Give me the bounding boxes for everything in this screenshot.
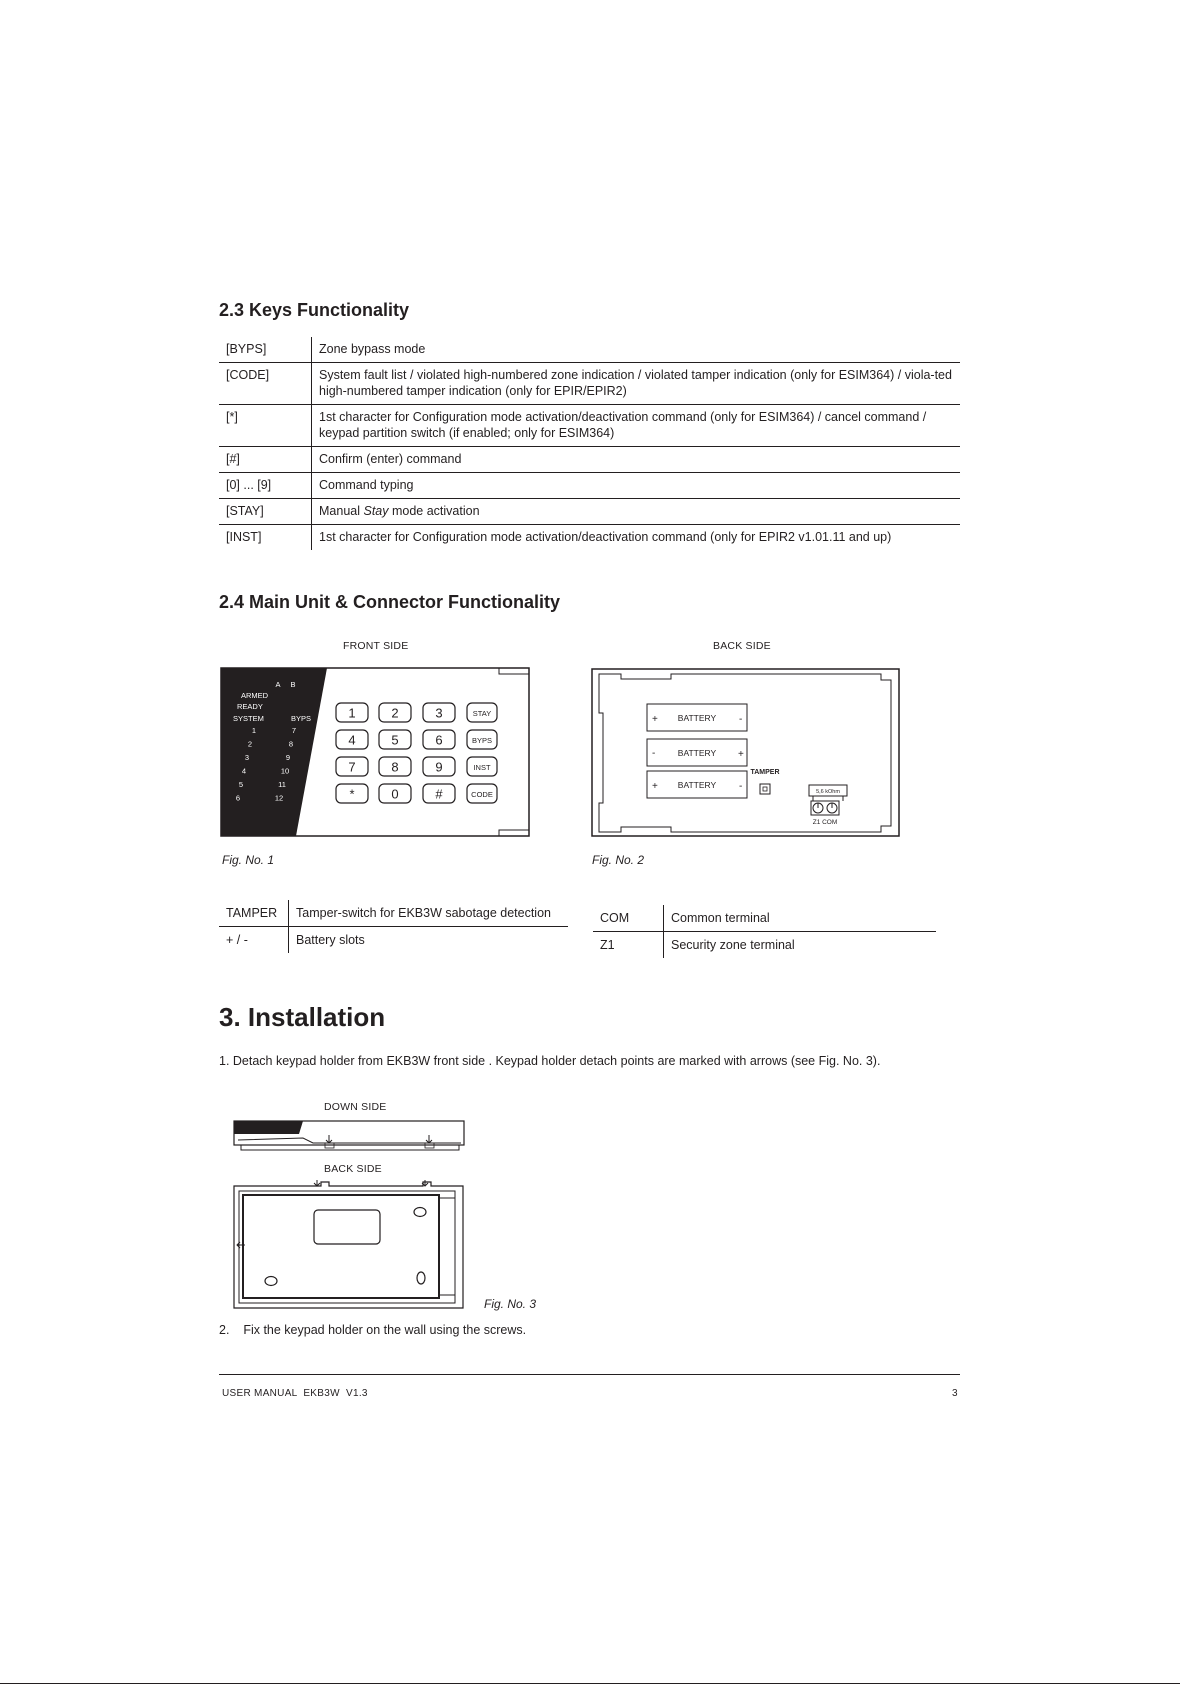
keypad-key [336, 730, 368, 749]
footer-page-number: 3 [952, 1388, 958, 1399]
component-name: TAMPER [219, 900, 289, 927]
zone-number: 11 [278, 780, 286, 789]
zone-number: 5 [238, 780, 244, 789]
key-name: [INST] [219, 525, 312, 551]
keypad-key-label: 0 [391, 786, 399, 802]
keypad-key-label: 5 [391, 732, 399, 748]
battery-polarity: - [652, 748, 656, 759]
key-name: [BYPS] [219, 337, 312, 363]
figure1-caption: Fig. No. 1 [222, 853, 275, 867]
battery-slot-3 [647, 771, 747, 798]
key-description [312, 499, 961, 525]
zone-number: 7 [291, 726, 297, 735]
tamper-switch [760, 784, 770, 794]
keypad-key-label: STAY [472, 709, 492, 718]
key-name: [*] [219, 405, 312, 447]
key-name: [STAY] [219, 499, 312, 525]
keypad-key-label: # [435, 786, 443, 802]
key-description: Zone bypass mode [312, 337, 961, 363]
footer-rule [219, 1374, 960, 1375]
keypad-key-label: 7 [348, 759, 356, 775]
keypad-key-label: 4 [348, 732, 356, 748]
battery-label: BATTERY [677, 748, 717, 758]
page-bottom-edge [0, 1683, 1180, 1684]
battery-slot-2 [647, 739, 747, 766]
figure3-down-label: DOWN SIDE [324, 1101, 387, 1113]
key-description: 1st character for Configuration mode activation/deactivation command (only for ESIM364) / cancel command / keypad partition switch (if enabled; only for ESIM364) [312, 405, 961, 447]
keypad-key-label: 8 [391, 759, 399, 775]
keypad-key [467, 730, 497, 749]
component-description: Security zone terminal [671, 938, 795, 952]
key-description: 1st character for Configuration mode activation/deactivation command (only for EPIR2 v1.01.11 and up) [319, 530, 892, 544]
zone-number: 12 [274, 793, 284, 803]
figure3-back-side-diagram [233, 1178, 467, 1312]
partition-label: B [290, 680, 296, 689]
battery-polarity: + [652, 781, 658, 792]
zone-number: 2 [247, 739, 253, 749]
zone-number: 10 [280, 766, 290, 776]
battery-label: BATTERY [677, 713, 717, 723]
keypad-key [423, 757, 455, 776]
installation-step-1: 1. Detach keypad holder from EKB3W front side . Keypad holder detach points are marked with arrows (see Fig. No. 3). [219, 1054, 881, 1068]
battery-polarity: + [738, 749, 744, 760]
figure1-label: FRONT SIDE [343, 640, 409, 652]
keypad-key [379, 757, 411, 776]
figure1-front-side-diagram [219, 666, 531, 838]
figure2-back-side-diagram [591, 668, 901, 838]
component-row [219, 900, 568, 927]
keys-table [219, 337, 960, 550]
front-components-table [219, 900, 568, 953]
keypad-key [467, 703, 497, 722]
key-description-part: Stay [363, 504, 389, 518]
keypad-key [379, 784, 411, 803]
battery-polarity: - [739, 781, 743, 792]
zone-number: 4 [241, 766, 247, 776]
keypad-key [336, 757, 368, 776]
component-name: COM [593, 905, 664, 932]
key-description: System fault list / violated high-numbered zone indication / violated tamper indication (only for ESIM364) / viola-ted high-numbered tamper indication (only for EPIR/EPIR2) [312, 363, 961, 405]
keypad-key [467, 757, 497, 776]
resistor-label: 5,6 kOhm [816, 789, 840, 795]
indicator-label: READY [237, 702, 263, 711]
component-row [219, 927, 568, 954]
terminal-label: Z1 COM [812, 819, 838, 826]
keypad-key [423, 784, 455, 803]
keys-table-row [219, 363, 960, 405]
battery-slot-1 [647, 704, 747, 731]
footer-manual-label: USER MANUAL EKB3W V1.3 [222, 1388, 368, 1399]
key-name: [0] ... [9] [219, 473, 312, 499]
indicator-label: SYSTEM [233, 714, 264, 723]
keys-table-row [219, 499, 960, 525]
key-description: Command typing [312, 473, 961, 499]
section-title-main-unit: 2.4 Main Unit & Connector Functionality [219, 592, 561, 612]
back-components-table [593, 905, 936, 958]
partition-label: A [275, 680, 281, 689]
keys-table-row [219, 405, 960, 447]
keypad-key-label: * [349, 786, 355, 802]
keypad-key [379, 703, 411, 722]
component-description: Battery slots [296, 933, 365, 947]
keypad-key [336, 784, 368, 803]
keys-table-row [219, 337, 960, 363]
keys-table-row [219, 473, 960, 499]
keypad-key [379, 730, 411, 749]
keypad-key [467, 784, 497, 803]
section-title-keys: 2.3 Keys Functionality [219, 300, 410, 320]
tamper-label: TAMPER [750, 769, 780, 776]
battery-polarity: + [652, 714, 658, 725]
key-name: [CODE] [219, 363, 312, 405]
component-name: Z1 [593, 932, 664, 959]
figure3-back-label: BACK SIDE [324, 1163, 382, 1175]
zone-number: 6 [235, 793, 241, 803]
component-name: + / - [219, 927, 289, 954]
key-description: Confirm (enter) command [312, 447, 961, 473]
keypad-key [336, 703, 368, 722]
section-title-installation: 3. Installation [219, 1002, 386, 1032]
figure2-caption: Fig. No. 2 [592, 853, 645, 867]
component-row [593, 932, 936, 959]
keypad-key-label: 3 [435, 705, 443, 721]
keypad-key-label: 2 [391, 705, 399, 721]
key-description-part: mode activation [388, 504, 480, 518]
keypad-key [423, 703, 455, 722]
key-name: [#] [219, 447, 312, 473]
keypad-key-label: 1 [348, 705, 356, 721]
component-description: Common terminal [664, 905, 937, 932]
zone-number: 9 [285, 753, 291, 762]
installation-step-2: 2. Fix the keypad holder on the wall using the screws. [219, 1323, 527, 1337]
keypad-key-label: INST [473, 763, 491, 772]
zone-number: 3 [244, 753, 250, 762]
figure3-caption: Fig. No. 3 [484, 1297, 537, 1311]
keypad-key-label: CODE [471, 790, 493, 799]
indicator-label: ARMED [241, 691, 269, 700]
zone-number: 8 [288, 739, 294, 749]
battery-label: BATTERY [677, 780, 717, 790]
keypad-key-label: BYPS [471, 736, 493, 745]
component-description: Tamper-switch for EKB3W sabotage detection [289, 900, 569, 927]
keypad-key-label: 9 [435, 759, 443, 775]
component-row [593, 905, 936, 932]
keypad-key-label: 6 [435, 732, 443, 748]
keypad-key [423, 730, 455, 749]
indicator-label: BYPS [291, 714, 312, 723]
keys-table-row [219, 525, 960, 551]
figure2-label: BACK SIDE [713, 640, 771, 652]
keys-table-row [219, 447, 960, 473]
battery-polarity: - [739, 714, 743, 725]
zone-number: 1 [251, 726, 257, 735]
figure3-down-side-diagram [233, 1118, 465, 1154]
key-description-part: Manual [319, 504, 364, 518]
